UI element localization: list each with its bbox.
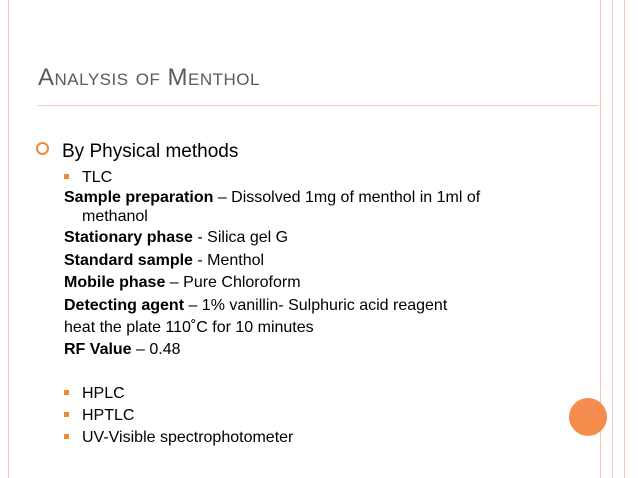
- detail-label: Detecting agent: [64, 297, 185, 314]
- square-bullet-icon: [64, 434, 69, 439]
- detail-line-4: [64, 274, 301, 292]
- detail-line-1: [82, 208, 148, 226]
- bullet-hptlc: [64, 407, 134, 425]
- right-border-line-2: [612, 0, 613, 478]
- detail-line-6: [64, 319, 314, 337]
- detail-text: – Dissolved 1mg of menthol in 1ml of: [213, 189, 481, 206]
- circle-bullet-icon: [36, 142, 49, 155]
- detail-label: Stationary phase: [64, 229, 193, 246]
- title-divider: [38, 105, 598, 106]
- detail-label: Standard sample: [64, 252, 193, 269]
- detail-line-0: [64, 189, 480, 207]
- slide-title: Analysis of Menthol: [38, 64, 260, 91]
- detail-text: heat the plate 110˚C for 10 minutes: [64, 319, 314, 336]
- bullet-tlc: [64, 169, 112, 187]
- detail-text: – 0.48: [131, 341, 181, 358]
- detail-label: Mobile phase: [64, 274, 166, 291]
- method-text: UV-Visible spectrophotometer: [82, 429, 294, 446]
- detail-text: - Menthol: [192, 252, 265, 269]
- detail-line-2: [64, 229, 288, 247]
- square-bullet-icon: [64, 412, 69, 417]
- detail-text: - Silica gel G: [192, 229, 289, 246]
- detail-label: Sample preparation: [64, 189, 214, 206]
- detail-text: – Pure Chloroform: [165, 274, 301, 291]
- detail-line-3: [64, 252, 264, 270]
- detail-text: – 1% vanillin- Sulphuric acid reagent: [184, 297, 448, 314]
- detail-text: methanol: [82, 208, 148, 225]
- detail-label: RF Value: [64, 341, 132, 358]
- square-bullet-icon: [64, 390, 69, 395]
- method-text: HPTLC: [82, 407, 135, 424]
- level1-bullet: [36, 141, 238, 163]
- bullet-hplc: [64, 385, 125, 403]
- square-bullet-icon: [64, 174, 69, 179]
- decorative-orange-circle: [569, 398, 607, 436]
- detail-line-7: [64, 341, 181, 359]
- detail-line-5: [64, 297, 447, 315]
- right-border-line-3: [624, 0, 625, 478]
- level1-text: By Physical methods: [62, 141, 239, 162]
- tlc-text: TLC: [82, 169, 113, 186]
- method-text: HPLC: [82, 385, 125, 402]
- bullet-uv: [64, 429, 293, 447]
- left-border-line: [8, 0, 9, 478]
